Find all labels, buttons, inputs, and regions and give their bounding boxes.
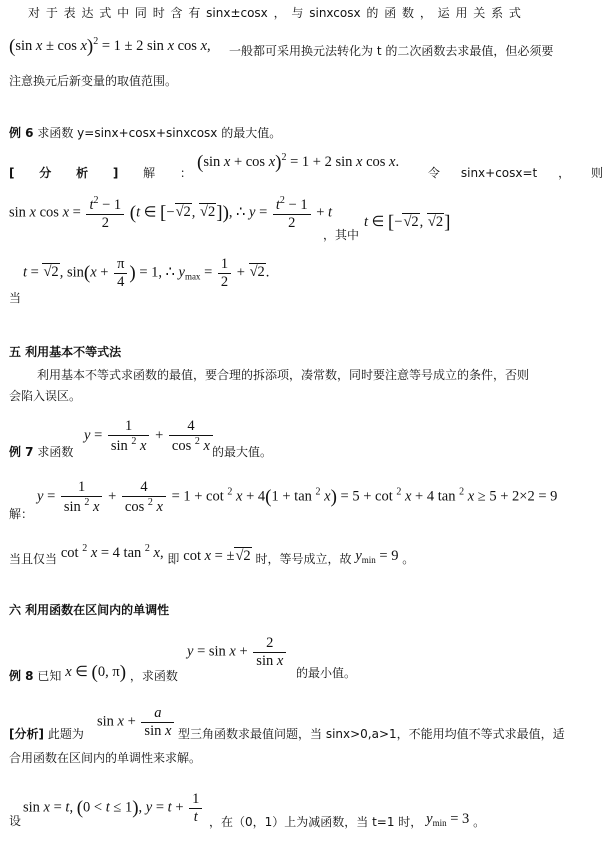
example-7-formula: y = $\frac{1}{\sin ^2 x}$ + $\frac{4}{\cos ^2 x}$ — [84, 419, 215, 453]
example-7-solution-formula: y = $\frac{1}{\sin ^2 x}$ + $\frac{4}{\cos ^2 x}$ = 1 + cot $^2$ x + 4(1 + tan $^2$ x) = 5 + cot $^2$ x + 4 tan $^2$ x ≥ 5 + 2×2 = 9 — [37, 479, 558, 515]
example-8-let-text-2: ，在（0，1）上为减函数，当 t=1 时， — [209, 815, 423, 829]
example-7-cond-result: $y_{min} = 9$ — [355, 548, 399, 565]
example-8-domain: x ∈ (0, π) — [65, 662, 127, 683]
section-5-heading: 五 利用基本不等式法 — [9, 345, 122, 359]
example-7-cond-formula: cot $^2$ x = 4 tan $^2$ x, — [60, 543, 164, 561]
example-8-formula: y = sin x + $\frac{2}{\text{sin x}}$ — [187, 636, 288, 668]
example-6-formula-1: (sin x + cos x)$^2$ = 1 + 2 sin x cos x. — [197, 152, 400, 173]
example-7-cond-formula-2: cot x = ±√2 — [183, 548, 251, 564]
example-6-analysis-label: [ 分 析 ] 解 ： — [9, 166, 194, 180]
intro-line-2-text: 一般都可采用换元法转化为 t 的二次函数去求最值，但必须要 — [229, 44, 554, 58]
example-7-pre-text: 求函数 — [37, 445, 74, 459]
example-8-heading — [9, 662, 178, 686]
example-8-let-formula: sin x = t, (0 < t ≤ 1), y = t + $\frac{1}{t}$ — [23, 792, 204, 824]
example-7-cond-text-2: 即 — [167, 552, 180, 566]
example-8-analysis-text-1: 此题为 — [47, 727, 84, 741]
example-6-let: 令 sinx+cosx=t ， 则 — [428, 166, 603, 180]
intro-line-1 — [28, 7, 603, 19]
example-8-text-3: 的最小值。 — [296, 666, 357, 680]
example-6-text: 求函数 y=sinx+cosx+sinxcosx 的最大值。 — [37, 126, 282, 140]
example-8-analysis-line-1 — [9, 728, 84, 740]
example-8-analysis-label: [分析] — [9, 727, 44, 741]
section-5-paragraph-line-1: 利用基本不等式求函数的最值，要合理的拆添项，凑常数，同时要注意等号成立的条件，否则 — [37, 368, 530, 382]
example-7-solution-label: 解： — [9, 507, 34, 521]
example-8-analysis-text-2: 型三角函数求最值问题，当 sinx>0,a>1，不能用均值不等式求最值，适 — [178, 727, 565, 741]
example-8-text-2: ，求函数 — [129, 669, 178, 683]
example-7-end-mark: 。 — [402, 552, 415, 566]
example-7-post-text: 的最大值。 — [212, 445, 273, 459]
example-8-let-result: $y_{min} = 3$ — [426, 811, 470, 828]
section-5-paragraph-line-2: 会陷入误区。 — [9, 389, 82, 403]
example-6-number: 例 6 — [9, 126, 34, 140]
intro-line-3: 注意换元后新变量的取值范围。 — [9, 74, 178, 88]
example-6-formula-3: t = √2, sin(x + $\frac{\pi}{4}$ ) = 1, ∴ $y_{max}$ = $\frac{1}{2}$ + √2. — [23, 256, 270, 290]
example-7-number: 例 7 — [9, 445, 34, 459]
example-8-let-line-end — [209, 811, 486, 831]
example-8-analysis-formula: sin x + $\frac{a}{\text{sin x}}$ — [97, 706, 176, 738]
example-6-formula-2: sin x cos x = $\frac{t^2 - 1}{2}$ (t ∈ [−√2, √2]), ∴ y = $\frac{t^2 - 1}{2}$ + t — [9, 195, 333, 231]
example-6-when: 当 — [9, 291, 22, 305]
example-6-heading — [9, 127, 281, 139]
example-7-cond-text-1: 当且仅当 — [9, 552, 58, 566]
example-8-number: 例 8 — [9, 669, 34, 683]
example-7-condition-line — [9, 543, 415, 568]
example-8-let-text: 设 — [9, 814, 22, 828]
intro-line-1-text: 对 于 表 达 式 中 同 时 含 有 sinx±cosx ， 与 sinxcosx 的 函 数 ， 运 用 关 系 式 — [28, 6, 521, 20]
example-7-cond-text-3: 时，等号成立，故 — [255, 552, 352, 566]
section-6-heading: 六 利用函数在区间内的单调性 — [9, 603, 170, 617]
example-8-text-1: 已知 — [37, 669, 62, 683]
example-8-end-mark: 。 — [473, 815, 486, 829]
example-8-analysis-line-2: 合用函数在区间内的单调性来求解。 — [9, 751, 202, 765]
example-6-where: ，其中 — [323, 228, 360, 242]
example-6-interval: t ∈ [−√2, √2] — [364, 212, 451, 233]
example-7-heading — [9, 446, 73, 458]
identity-formula: (sin x ± cos x)$^2$ = 1 ± 2 sin x cos x, — [9, 36, 211, 57]
